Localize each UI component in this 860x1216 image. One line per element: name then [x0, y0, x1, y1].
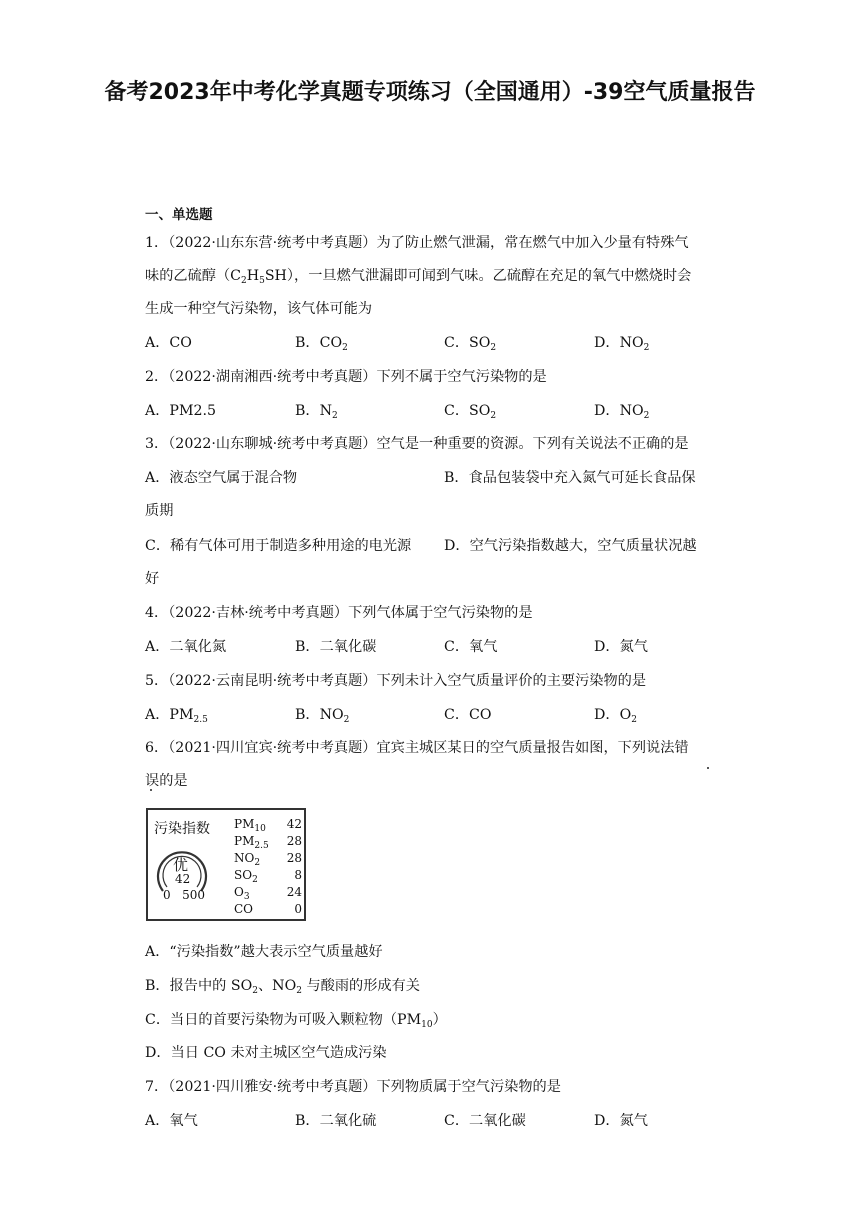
q3-option-d-cont: 好 [145, 571, 160, 587]
q7-option-c[interactable]: C．二氧化碳 [444, 1113, 526, 1129]
pollutant-value: 8 [294, 868, 302, 882]
pollutant-value: 28 [286, 851, 302, 865]
q2-option-d[interactable]: D．$NO_2$ [594, 403, 650, 421]
gauge-level: 优 [173, 856, 189, 874]
q3-option-d[interactable]: D．空气污染指数越大，空气质量状况越 [444, 538, 697, 554]
q1-option-c[interactable]: C．$SO_2$ [444, 335, 497, 353]
q1-options [145, 332, 745, 352]
emphasis-dot [707, 767, 709, 769]
pollutant-name: $PM_{10}$ [234, 817, 266, 834]
pollutant-value: 0 [294, 902, 302, 916]
q3-option-c[interactable]: C．稀有气体可用于制造多种用途的电光源 [145, 538, 412, 554]
pollutant-name: $NO_2$ [234, 851, 261, 868]
q3-options-row2 [145, 535, 745, 555]
q1-stem-line2: 味的乙硫醇$(C_2H_5SH)$，一旦燃气泄漏即可闻到气味。乙硫醇在充足的氧气中燃烧时会 [145, 268, 692, 286]
q5-stem: 5．（2022·云南昆明·统考中考真题）下列未计入空气质量评价的主要污染物的是 [145, 673, 647, 689]
q2-option-a[interactable]: A．PM2.5 [145, 403, 217, 419]
q7-option-d[interactable]: D．氮气 [594, 1113, 648, 1129]
q7-option-b[interactable]: B．二氧化硫 [295, 1113, 377, 1129]
q2-option-c[interactable]: C．$SO_2$ [444, 403, 497, 421]
q4-options [145, 636, 745, 656]
q3-options-row1 [145, 467, 745, 487]
gauge-index: 42 [175, 872, 191, 886]
q6-stem-line1: 6．（2021·四川宜宾·统考中考真题）宜宾主城区某日的空气质量报告如图，下列说法错 [145, 740, 689, 756]
q2-options [145, 400, 745, 420]
q7-stem: 7．（2021·四川雅安·统考中考真题）下列物质属于空气污染物的是 [145, 1079, 561, 1095]
q4-option-a[interactable]: A．二氧化氮 [145, 639, 227, 655]
section-heading: 一、单选题 [145, 207, 213, 223]
q3-option-b-cont: 质期 [145, 503, 174, 519]
q6-stem-line2: 误的是 [145, 773, 188, 789]
figure-title: 污染指数 [154, 821, 210, 837]
q2-stem: 2．（2022·湖南湘西·统考中考真题）下列不属于空气污染物的是 [145, 369, 547, 385]
q1-stem-line1: 1．（2022·山东东营·统考中考真题）为了防止燃气泄漏，常在燃气中加入少量有特殊气 [145, 235, 689, 251]
pollutant-name: $SO_2$ [234, 868, 258, 885]
pollutant-name: $PM_{2.5}$ [234, 834, 269, 851]
q7-option-a[interactable]: A．氧气 [145, 1113, 198, 1129]
q6-option-a[interactable]: A．“污染指数”越大表示空气质量越好 [145, 944, 383, 960]
q1-option-d[interactable]: D．$NO_2$ [594, 335, 650, 353]
pollutant-value: 24 [286, 885, 302, 899]
q3-stem: 3．（2022·山东聊城·统考中考真题）空气是一种重要的资源。下列有关说法不正确的是 [145, 436, 689, 452]
q4-stem: 4．（2022·吉林·统考中考真题）下列气体属于空气污染物的是 [145, 605, 533, 621]
q3-option-b[interactable]: B．食品包装袋中充入氮气可延长食品保 [444, 470, 696, 486]
q2-option-b[interactable]: B．$N_2$ [295, 403, 338, 421]
q6-option-d[interactable]: D．当日 CO 未对主城区空气造成污染 [145, 1045, 387, 1061]
pollutant-name: CO [234, 902, 254, 916]
air-quality-report-figure [146, 808, 306, 921]
q5-options [145, 704, 745, 724]
pollutant-name: $O_3$ [234, 885, 250, 902]
q5-option-b[interactable]: B．$NO_2$ [295, 707, 350, 725]
q4-option-c[interactable]: C．氧气 [444, 639, 498, 655]
pollutant-value: 42 [286, 817, 302, 831]
q5-option-d[interactable]: D．$O_2$ [594, 707, 637, 725]
q5-option-c[interactable]: C．CO [444, 707, 492, 723]
gauge-range: 0 500 [163, 888, 205, 902]
emphasis-dot [150, 789, 152, 791]
q5-option-a[interactable]: A．$PM_{2.5}$ [145, 707, 208, 725]
q3-option-a[interactable]: A．液态空气属于混合物 [145, 470, 298, 486]
q1-stem-line3: 生成一种空气污染物，该气体可能为 [145, 301, 373, 317]
q6-option-c[interactable]: C．当日的首要污染物为可吸入颗粒物$(PM_{10})$ [145, 1012, 447, 1030]
page-title: 备考2023年中考化学真题专项练习（全国通用）-39空气质量报告 [104, 80, 756, 105]
q6-option-b[interactable]: B．报告中的 $SO_2$、$NO_2$ 与酸雨的形成有关 [145, 978, 420, 996]
q4-option-d[interactable]: D．氮气 [594, 639, 648, 655]
q7-options [145, 1110, 745, 1130]
q1-option-b[interactable]: B．$CO_2$ [295, 335, 348, 353]
pollutant-value: 28 [286, 834, 302, 848]
q4-option-b[interactable]: B．二氧化碳 [295, 639, 377, 655]
q1-option-a[interactable]: A．CO [145, 335, 192, 351]
